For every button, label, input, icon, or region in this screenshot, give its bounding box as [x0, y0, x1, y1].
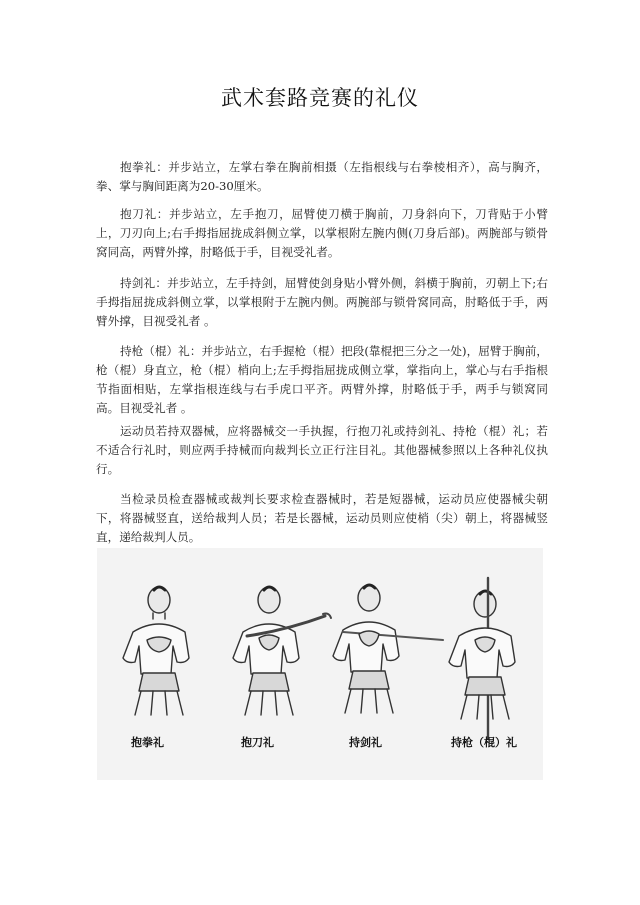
etiquette-illustration [97, 548, 543, 780]
paragraph-double-weapons: 运动员若持双器械，应将器械交一手执握，行抱刀礼或持剑礼、持枪（棍）礼；若不适合行礼时，则应两手持械而向裁判长立正行注目礼。其他器械参照以上各种礼仪执行。 [96, 423, 548, 476]
caption-baoquan-li: 抱拳礼 [131, 736, 164, 749]
page-title: 武术套路竞赛的礼仪 [221, 86, 419, 110]
figure-chijian-li [333, 585, 443, 713]
figure-chiqiang-li [449, 578, 515, 738]
caption-chijian-li: 持剑礼 [349, 736, 382, 749]
paragraph-chijian-li: 持剑礼：并步站立，左手持剑，屈臂使剑身贴小臂外侧，斜横于胸前，刃朝上下;右手拇指屈拢成斜侧立掌，以掌根附于左腕内侧。两腕部与锁骨窝同高，肘略低于手，两臂外撑，目视受礼者 。 [96, 275, 548, 328]
figure-baoquan-li [123, 587, 189, 715]
paragraph-baoquan-li: 抱拳礼：并步站立，左掌右拳在胸前相摄（左指根线与右拳棱相齐），高与胸齐，拳、掌与胸间距离为20-30厘米。 [96, 159, 548, 193]
paragraph-baodao-li: 抱刀礼：并步站立，左手抱刀，屈臂使刀横于胸前，刀身斜向下，刀背贴于小臂上，刀刃向上;右手拇指屈拢成斜侧立掌，以掌根附左腕内侧(刀身后部)。两腕部与锁骨窝同高，两臂外撑，肘略低于手，目视受礼者。 [96, 206, 548, 259]
caption-baodao-li: 抱刀礼 [241, 736, 274, 749]
paragraph-weapon-inspection: 当检录员检查器械或裁判长要求检查器械时，若是短器械，运动员应使器械尖朝下，将器械竖直，送给裁判人员；若是长器械，运动员则应使梢（尖）朝上，将器械竖直，递给裁判人员。 [96, 491, 548, 544]
paragraph-chiqiang-li: 持枪（棍）礼：并步站立，右手握枪（棍）把段(靠棍把三分之一处)，屈臂于胸前，枪（棍）身直立，枪（棍）梢向上;左手拇指屈拢成侧立掌，掌指向上，掌心与右手指根节指面相贴，左掌指根连线与右手虎口平齐。两臂外撑，肘略低于手，两手与锁窝同高。目视受礼者 。 [96, 343, 548, 415]
caption-chiqiang-li: 持枪（棍）礼 [451, 736, 517, 749]
figure-baodao-li [233, 587, 331, 715]
